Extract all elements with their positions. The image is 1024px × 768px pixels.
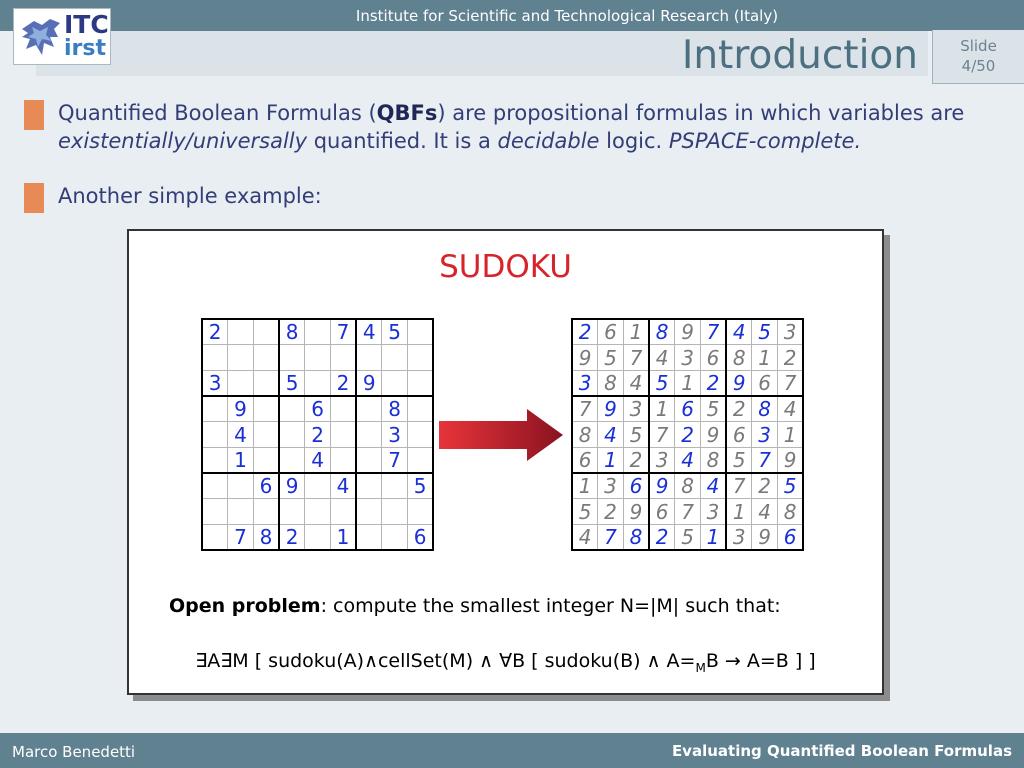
sudoku-cell: 6 (623, 473, 649, 499)
sudoku-cell: 7 (752, 447, 778, 473)
sudoku-cell (228, 319, 254, 345)
sudoku-cell (382, 345, 408, 371)
sudoku-cell: 2 (202, 319, 228, 345)
sudoku-cell (330, 447, 356, 473)
sudoku-cell (253, 345, 279, 371)
sudoku-cell (408, 422, 434, 448)
sudoku-cell: 2 (752, 473, 778, 499)
sudoku-cell (253, 499, 279, 525)
slide-label: Slide (960, 37, 997, 55)
sudoku-cell (253, 422, 279, 448)
sudoku-cell: 4 (700, 473, 726, 499)
sudoku-cell: 3 (572, 370, 598, 396)
sudoku-cell: 2 (726, 396, 752, 422)
sudoku-cell: 7 (572, 396, 598, 422)
sudoku-cell: 4 (330, 473, 356, 499)
sudoku-cell: 7 (598, 525, 624, 551)
sudoku-cell (228, 370, 254, 396)
sudoku-cell: 9 (623, 499, 649, 525)
logo-itc-text: ITC (64, 10, 109, 39)
sudoku-cell: 7 (649, 422, 675, 448)
sudoku-cell (202, 499, 228, 525)
sudoku-cell: 5 (382, 319, 408, 345)
sudoku-cell: 3 (700, 499, 726, 525)
slide-number: 4/50 (961, 57, 996, 75)
sudoku-cell (330, 422, 356, 448)
sudoku-cell (305, 525, 331, 551)
sudoku-cell: 6 (675, 396, 701, 422)
sudoku-cell (382, 499, 408, 525)
sudoku-cell: 4 (305, 447, 331, 473)
sudoku-cell: 4 (752, 499, 778, 525)
sudoku-cell: 8 (675, 473, 701, 499)
sudoku-cell (408, 319, 434, 345)
sudoku-cell: 2 (305, 422, 331, 448)
sudoku-cell (356, 422, 382, 448)
sudoku-cell: 1 (675, 370, 701, 396)
sudoku-cell: 1 (330, 525, 356, 551)
sudoku-cell: 7 (778, 370, 804, 396)
sudoku-cell (279, 396, 305, 422)
sudoku-title: SUDOKU (439, 249, 572, 285)
sudoku-cell (356, 396, 382, 422)
sudoku-cell: 7 (228, 525, 254, 551)
sudoku-cell: 4 (649, 345, 675, 371)
footer-title: Evaluating Quantified Boolean Formulas (671, 742, 1012, 760)
sudoku-cell (279, 499, 305, 525)
sudoku-cell (202, 345, 228, 371)
header-bar (0, 0, 1024, 31)
sudoku-cell (356, 345, 382, 371)
qbf-formula: ∃A∃M [ sudoku(A)∧cellSet(M) ∧ ∀B [ sudoku(B) ∧ $A=_MB \to A=B$ ] ] (195, 650, 816, 675)
sudoku-cell (202, 447, 228, 473)
sudoku-cell: 3 (623, 396, 649, 422)
sudoku-cell: 9 (778, 447, 804, 473)
sudoku-cell: 2 (675, 422, 701, 448)
sudoku-cell: 2 (778, 345, 804, 371)
bullet-example: Another simple example: (58, 184, 322, 208)
sudoku-cell (305, 345, 331, 371)
sudoku-cell: 3 (202, 370, 228, 396)
sudoku-cell: 2 (572, 319, 598, 345)
sudoku-cell: 9 (726, 370, 752, 396)
sudoku-cell: 7 (623, 345, 649, 371)
sudoku-cell: 9 (675, 319, 701, 345)
bullet-marker (24, 100, 44, 130)
sudoku-cell: 2 (279, 525, 305, 551)
bullet-qbf-definition: Quantified Boolean Formulas (QBFs) are propositional formulas in which variables are existentially/universally quantified. It is a decidable logic. PSPACE-complete. (58, 101, 965, 153)
sudoku-cell: 8 (382, 396, 408, 422)
sudoku-cell (228, 345, 254, 371)
sudoku-cell: 5 (279, 370, 305, 396)
sudoku-cell: 1 (700, 525, 726, 551)
sudoku-cell: 1 (649, 396, 675, 422)
sudoku-cell: 1 (778, 422, 804, 448)
sudoku-cell: 6 (700, 345, 726, 371)
sudoku-cell: 6 (752, 370, 778, 396)
sudoku-cell: 5 (675, 525, 701, 551)
sudoku-cell: 6 (649, 499, 675, 525)
sudoku-cell (253, 396, 279, 422)
eagle-logo-icon (20, 15, 62, 59)
sudoku-cell: 1 (752, 345, 778, 371)
sudoku-cell (228, 499, 254, 525)
footer-author: Marco Benedetti (12, 743, 136, 761)
sudoku-cell: 1 (623, 319, 649, 345)
sudoku-cell: 5 (408, 473, 434, 499)
sudoku-cell: 2 (598, 499, 624, 525)
sudoku-cell: 1 (572, 473, 598, 499)
sudoku-cell: 8 (726, 345, 752, 371)
sudoku-cell (305, 319, 331, 345)
sudoku-cell: 6 (305, 396, 331, 422)
sudoku-cell: 8 (752, 396, 778, 422)
sudoku-cell: 3 (598, 473, 624, 499)
sudoku-cell (253, 319, 279, 345)
sudoku-cell (408, 499, 434, 525)
sudoku-cell: 8 (253, 525, 279, 551)
sudoku-cell: 3 (649, 447, 675, 473)
sudoku-cell (356, 473, 382, 499)
open-problem: Open problem: compute the smallest integer N=|M| such that: (169, 595, 781, 617)
sudoku-cell: 5 (778, 473, 804, 499)
sudoku-cell: 6 (598, 319, 624, 345)
sudoku-cell: 2 (649, 525, 675, 551)
sudoku-cell (382, 525, 408, 551)
sudoku-cell: 9 (598, 396, 624, 422)
sudoku-cell: 9 (356, 370, 382, 396)
sudoku-cell: 8 (572, 422, 598, 448)
sudoku-cell: 3 (382, 422, 408, 448)
sudoku-cell (408, 370, 434, 396)
sudoku-cell (356, 447, 382, 473)
sudoku-cell: 5 (752, 319, 778, 345)
sudoku-solution-grid (571, 318, 804, 551)
sudoku-cell: 4 (356, 319, 382, 345)
sudoku-cell (330, 396, 356, 422)
sudoku-cell (202, 473, 228, 499)
sudoku-cell (253, 370, 279, 396)
sudoku-cell (305, 370, 331, 396)
sudoku-cell: 8 (778, 499, 804, 525)
sudoku-cell: 7 (330, 319, 356, 345)
sudoku-cell: 5 (623, 422, 649, 448)
sudoku-cell: 9 (279, 473, 305, 499)
sudoku-cell: 1 (598, 447, 624, 473)
right-arrow-icon (439, 409, 563, 461)
logo-irst-text: irst (64, 36, 107, 61)
sudoku-cell (356, 499, 382, 525)
sudoku-cell: 6 (253, 473, 279, 499)
sudoku-cell: 3 (726, 525, 752, 551)
sudoku-cell (279, 447, 305, 473)
sudoku-cell: 5 (726, 447, 752, 473)
sudoku-cell: 2 (623, 447, 649, 473)
sudoku-cell: 9 (649, 473, 675, 499)
sudoku-cell: 2 (330, 370, 356, 396)
sudoku-cell: 4 (675, 447, 701, 473)
sudoku-cell: 5 (598, 345, 624, 371)
sudoku-cell: 6 (408, 525, 434, 551)
sudoku-cell: 4 (572, 525, 598, 551)
sudoku-cell: 8 (623, 525, 649, 551)
sudoku-cell (330, 345, 356, 371)
sudoku-cell (228, 473, 254, 499)
footer-bar (0, 733, 1024, 768)
sudoku-cell: 5 (649, 370, 675, 396)
sudoku-cell: 8 (649, 319, 675, 345)
sudoku-cell: 4 (228, 422, 254, 448)
itc-irst-logo (13, 8, 111, 65)
bullet-marker (24, 183, 44, 213)
sudoku-cell: 3 (778, 319, 804, 345)
sudoku-cell: 6 (572, 447, 598, 473)
sudoku-cell (356, 525, 382, 551)
sudoku-cell: 9 (700, 422, 726, 448)
sudoku-cell: 2 (700, 370, 726, 396)
sudoku-cell (305, 473, 331, 499)
sudoku-cell (382, 370, 408, 396)
sudoku-cell: 3 (752, 422, 778, 448)
sudoku-cell: 4 (726, 319, 752, 345)
sudoku-cell: 9 (572, 345, 598, 371)
sudoku-cell: 9 (228, 396, 254, 422)
sudoku-cell (330, 499, 356, 525)
sudoku-cell (202, 396, 228, 422)
sudoku-cell (253, 447, 279, 473)
sudoku-cell: 1 (726, 499, 752, 525)
sudoku-cell: 5 (572, 499, 598, 525)
sudoku-cell: 7 (700, 319, 726, 345)
sudoku-cell: 4 (598, 422, 624, 448)
sudoku-cell: 8 (700, 447, 726, 473)
sudoku-cell: 7 (382, 447, 408, 473)
sudoku-cell (408, 345, 434, 371)
sudoku-cell (382, 473, 408, 499)
sudoku-cell: 7 (675, 499, 701, 525)
sudoku-cell: 7 (726, 473, 752, 499)
sudoku-cell: 3 (675, 345, 701, 371)
sudoku-cell: 6 (726, 422, 752, 448)
sudoku-cell: 4 (623, 370, 649, 396)
sudoku-cell (202, 525, 228, 551)
slide-title: Introduction (681, 33, 918, 78)
sudoku-cell: 8 (279, 319, 305, 345)
sudoku-cell: 6 (778, 525, 804, 551)
sudoku-cell: 9 (752, 525, 778, 551)
sudoku-cell: 4 (778, 396, 804, 422)
sudoku-panel (127, 229, 884, 695)
sudoku-puzzle-grid (201, 318, 434, 551)
sudoku-cell (279, 345, 305, 371)
sudoku-cell (279, 422, 305, 448)
sudoku-cell: 1 (228, 447, 254, 473)
slide-counter (932, 30, 1024, 84)
sudoku-cell (305, 499, 331, 525)
sudoku-cell (408, 396, 434, 422)
sudoku-cell: 5 (700, 396, 726, 422)
sudoku-cell (408, 447, 434, 473)
sudoku-cell (202, 422, 228, 448)
sudoku-cell: 8 (598, 370, 624, 396)
institute-name: Institute for Scientific and Technological Research (Italy) (355, 7, 779, 25)
